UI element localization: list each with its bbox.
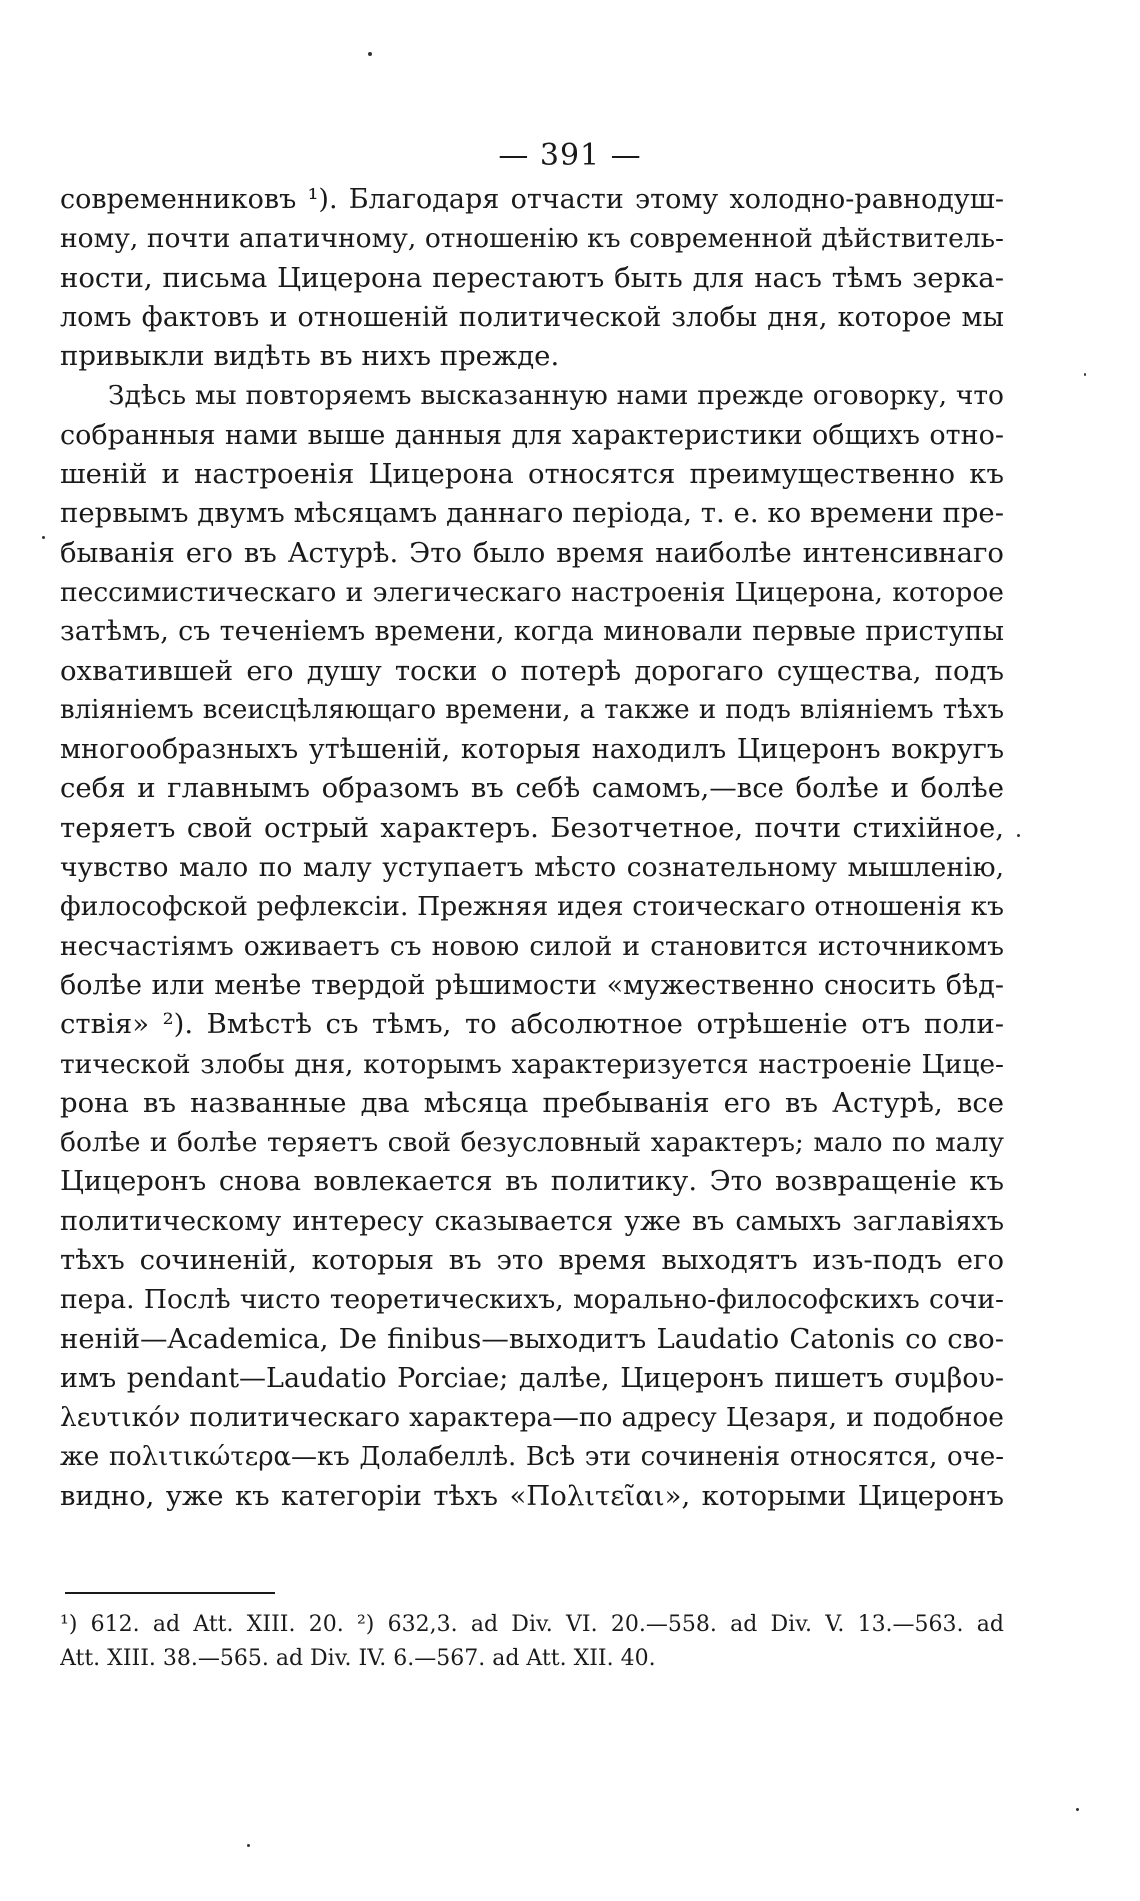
text-line: теряетъ свой острый характеръ. Безотчетное, почти стихійное, bbox=[60, 811, 1004, 844]
footnotes bbox=[60, 1608, 1004, 1676]
text-line: философской рефлексіи. Прежняя идея стоическаго отношенія къ bbox=[60, 891, 1004, 923]
footnote-line: Att. XIII. 38.—565. ad Div. IV. 6.—567. ad Att. XII. 40. bbox=[60, 1646, 656, 1671]
text-line: пессимистическаго и элегическаго настроенія Цицерона, которое bbox=[60, 576, 1004, 608]
text-line: ному, почти апатичному, отношенію къ современной дѣйствитель- bbox=[60, 223, 1004, 255]
text-line: болѣе и болѣе теряетъ свой безусловный характеръ; мало по малу bbox=[60, 1127, 1004, 1159]
text-line: многообразныхъ утѣшеній, которыя находилъ Цицеронъ вокругъ bbox=[60, 734, 1004, 766]
body-text bbox=[60, 180, 1004, 1516]
page-number: — 391 — bbox=[498, 138, 642, 173]
text-line: политическому интересу сказывается уже въ самыхъ заглавіяхъ bbox=[60, 1205, 1004, 1237]
text-line: рона въ названные два мѣсяца пребыванія его въ Астурѣ, все bbox=[60, 1086, 1004, 1119]
text-line: ствія» ²). Вмѣстѣ съ тѣмъ, то абсолютное отрѣшеніе отъ поли- bbox=[60, 1008, 1004, 1041]
text-line: чувство мало по малу уступаетъ мѣсто сознательному мышленію, bbox=[60, 852, 1004, 884]
text-line: видно, уже къ категоріи тѣхъ «Πολιτεῖαι», которыми Цицеронъ bbox=[60, 1479, 1004, 1512]
text-line: пера. Послѣ чисто теоретическихъ, морально-философскихъ сочи- bbox=[60, 1284, 1004, 1316]
text-line: себя и главнымъ образомъ въ себѣ самомъ,—все болѣе и болѣе bbox=[60, 772, 1004, 805]
text-line: же πολιτικώτερα—къ Долабеллѣ. Всѣ эти сочиненія относятся, оче- bbox=[60, 1441, 1004, 1472]
text-line: неній—Academica, De finibus—выходитъ Laudatio Catonis со сво- bbox=[60, 1322, 1004, 1355]
scan-speck bbox=[1017, 834, 1020, 837]
text-line: быванія его въ Астурѣ. Это было время наиболѣе интенсивнаго bbox=[60, 536, 1004, 569]
text-line: затѣмъ, съ теченіемъ времени, когда миновали первые приступы bbox=[60, 616, 1004, 648]
text-line: имъ pendant—Laudatio Porciae; далѣе, Цицеронъ пишетъ συμβου- bbox=[60, 1362, 1004, 1394]
text-line: вліяніемъ всеисцѣляющаго времени, а также и подъ вліяніемъ тѣхъ bbox=[60, 694, 1004, 725]
text-line: шеній и настроенія Цицерона относятся преимущественно къ bbox=[60, 458, 1004, 491]
text-line: ломъ фактовъ и отношеній политической злобы дня, которое мы bbox=[60, 301, 1004, 333]
text-line: несчастіямъ оживаетъ съ новою силой и становится источникомъ bbox=[60, 930, 1004, 962]
text-line: тѣхъ сочиненій, которыя въ это время выходятъ изъ-подъ его bbox=[60, 1244, 1004, 1277]
footnote-divider bbox=[65, 1592, 275, 1594]
text-line: охватившей его душу тоски о потерѣ дорогаго существа, подъ bbox=[60, 654, 1004, 687]
scan-speck bbox=[1084, 373, 1086, 376]
text-line: собранныя нами выше данныя для характеристики общихъ отно- bbox=[60, 419, 1004, 451]
text-line: Здѣсь мы повторяемъ высказанную нами прежде оговорку, что bbox=[108, 380, 1004, 412]
scan-speck bbox=[247, 1844, 250, 1847]
scan-speck bbox=[1076, 1808, 1079, 1811]
text-line: Цицеронъ снова вовлекается въ политику. Это возвращеніе къ bbox=[60, 1165, 1004, 1198]
text-line: первымъ двумъ мѣсяцамъ даннаго періода, т. е. ко времени пре- bbox=[60, 497, 1004, 530]
text-line: привыкли видѣть въ нихъ прежде. bbox=[60, 340, 560, 373]
text-line: современниковъ ¹). Благодаря отчасти этому холодно-равнодуш- bbox=[60, 184, 1004, 215]
text-line: ности, письма Цицерона перестаютъ быть для насъ тѣмъ зерка- bbox=[60, 261, 1004, 294]
text-line: болѣе или менѣе твердой рѣшимости «мужественно сносить бѣд- bbox=[60, 969, 1004, 1001]
text-line: λευτικόν политическаго характера—по адресу Цезаря, и подобное bbox=[60, 1402, 1004, 1434]
footnote-line: ¹) 612. ad Att. XIII. 20. ²) 632,3. ad Div. VI. 20.—558. ad Div. V. 13.—563. ad bbox=[60, 1612, 1004, 1637]
scan-speck bbox=[368, 52, 372, 56]
scan-speck bbox=[42, 536, 45, 539]
text-line: тической злобы дня, которымъ характеризуется настроеніе Цице- bbox=[60, 1048, 1004, 1080]
